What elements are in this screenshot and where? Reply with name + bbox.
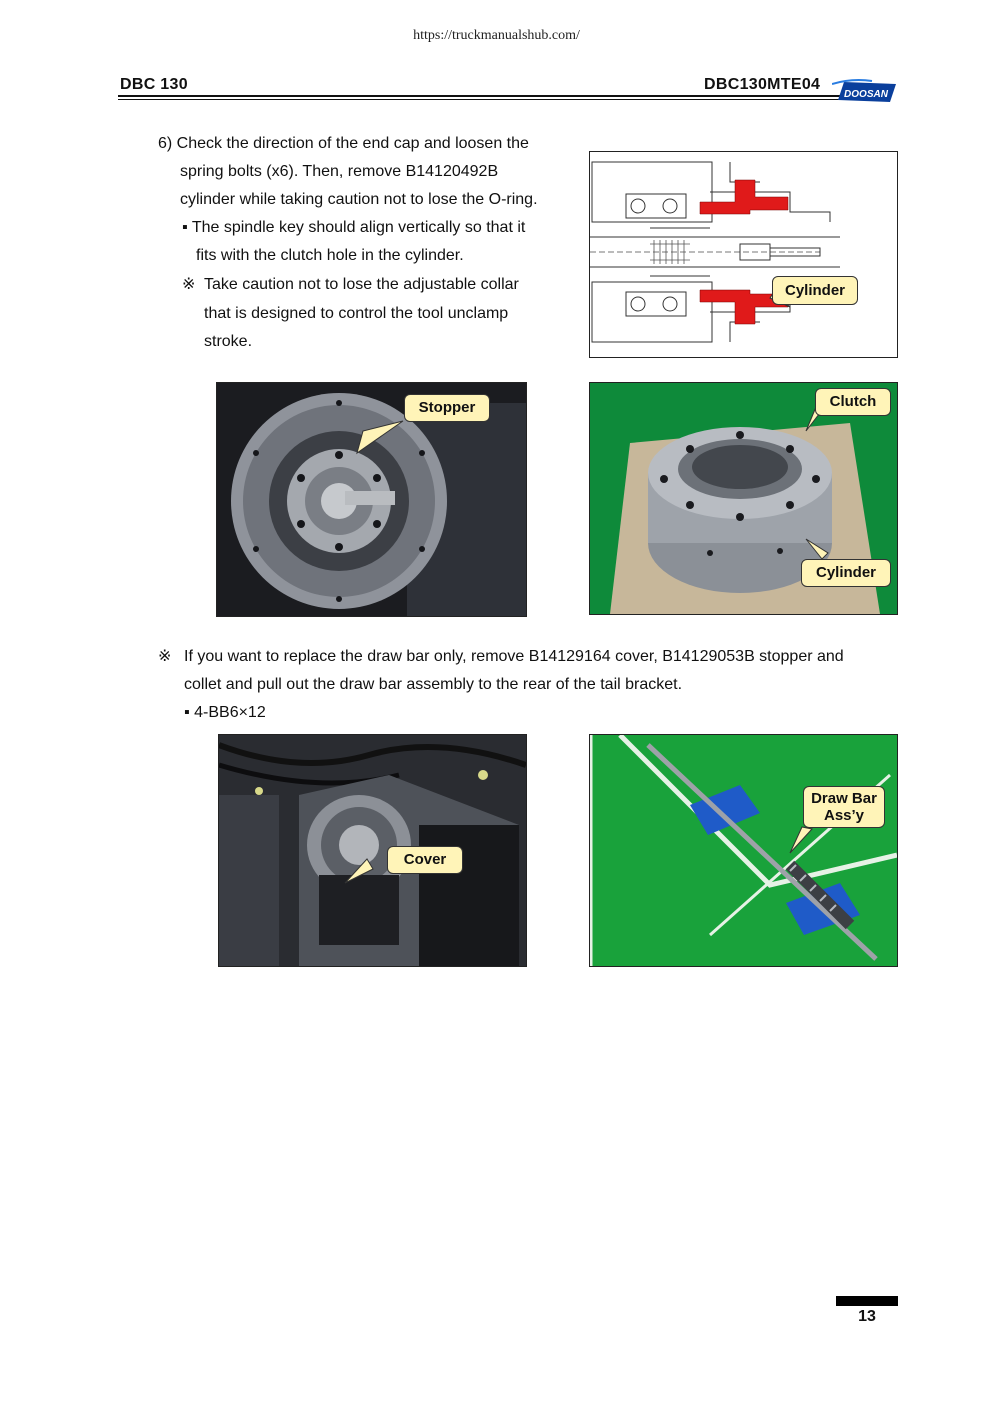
stopper-photo (216, 382, 527, 617)
step6-note-line3: stroke. (204, 333, 253, 350)
clutch-callout: Clutch (815, 388, 891, 416)
cross-section-diagram (589, 151, 898, 358)
document-code: DBC130MTE04 (704, 76, 821, 93)
cover-callout: Cover (387, 846, 463, 874)
cylinder-photo (589, 382, 898, 615)
stopper-callout: Stopper (404, 394, 490, 422)
drawbar-photo-image (590, 735, 897, 966)
page-number: 13 (858, 1308, 876, 1325)
model-label: DBC 130 (120, 76, 188, 93)
step6-note-line1: Take caution not to lose the adjustable collar (204, 276, 519, 293)
drawbar-note-mark: ※ (158, 648, 172, 665)
cover-photo (218, 734, 527, 967)
note-mark: ※ (182, 276, 196, 293)
drawbar-note-line2: collet and pull out the draw bar assembly to the rear of the tail bracket. (184, 676, 683, 693)
step6-bullet-line2: fits with the clutch hole in the cylinder. (196, 247, 464, 264)
step6-line1: 6) Check the direction of the end cap and loosen the (158, 135, 529, 152)
cylinder-callout: Cylinder (772, 276, 858, 305)
drawbar-callout (803, 786, 885, 828)
drawbar-callout-line2: Ass’y (823, 807, 865, 824)
cover-photo-image (219, 735, 526, 966)
logo-text: DOOSAN (844, 89, 888, 100)
doosan-logo (832, 78, 898, 106)
drawbar-note-bullet: ▪ 4-BB6×12 (184, 704, 266, 721)
step6-bullet-line1: ▪ The spindle key should align vertically so that it (182, 219, 526, 236)
page-number-bar (836, 1296, 898, 1306)
drawbar-photo (589, 734, 898, 967)
source-url[interactable]: https://truckmanualshub.com/ (413, 28, 580, 43)
cylinder-photo-callout: Cylinder (801, 559, 891, 587)
step6-line3: cylinder while taking caution not to lose the O-ring. (180, 191, 538, 208)
header-rule-thin (118, 99, 844, 100)
cross-section-drawing (590, 152, 897, 357)
step6-note-line2: that is designed to control the tool unclamp (204, 305, 509, 322)
drawbar-note-line1: If you want to replace the draw bar only, remove B14129164 cover, B14129053B stopper and (184, 648, 844, 665)
header-rule (118, 95, 844, 97)
step6-line2: spring bolts (x6). Then, remove B14120492B (180, 163, 499, 180)
drawbar-callout-line1: Draw Bar (811, 790, 877, 807)
